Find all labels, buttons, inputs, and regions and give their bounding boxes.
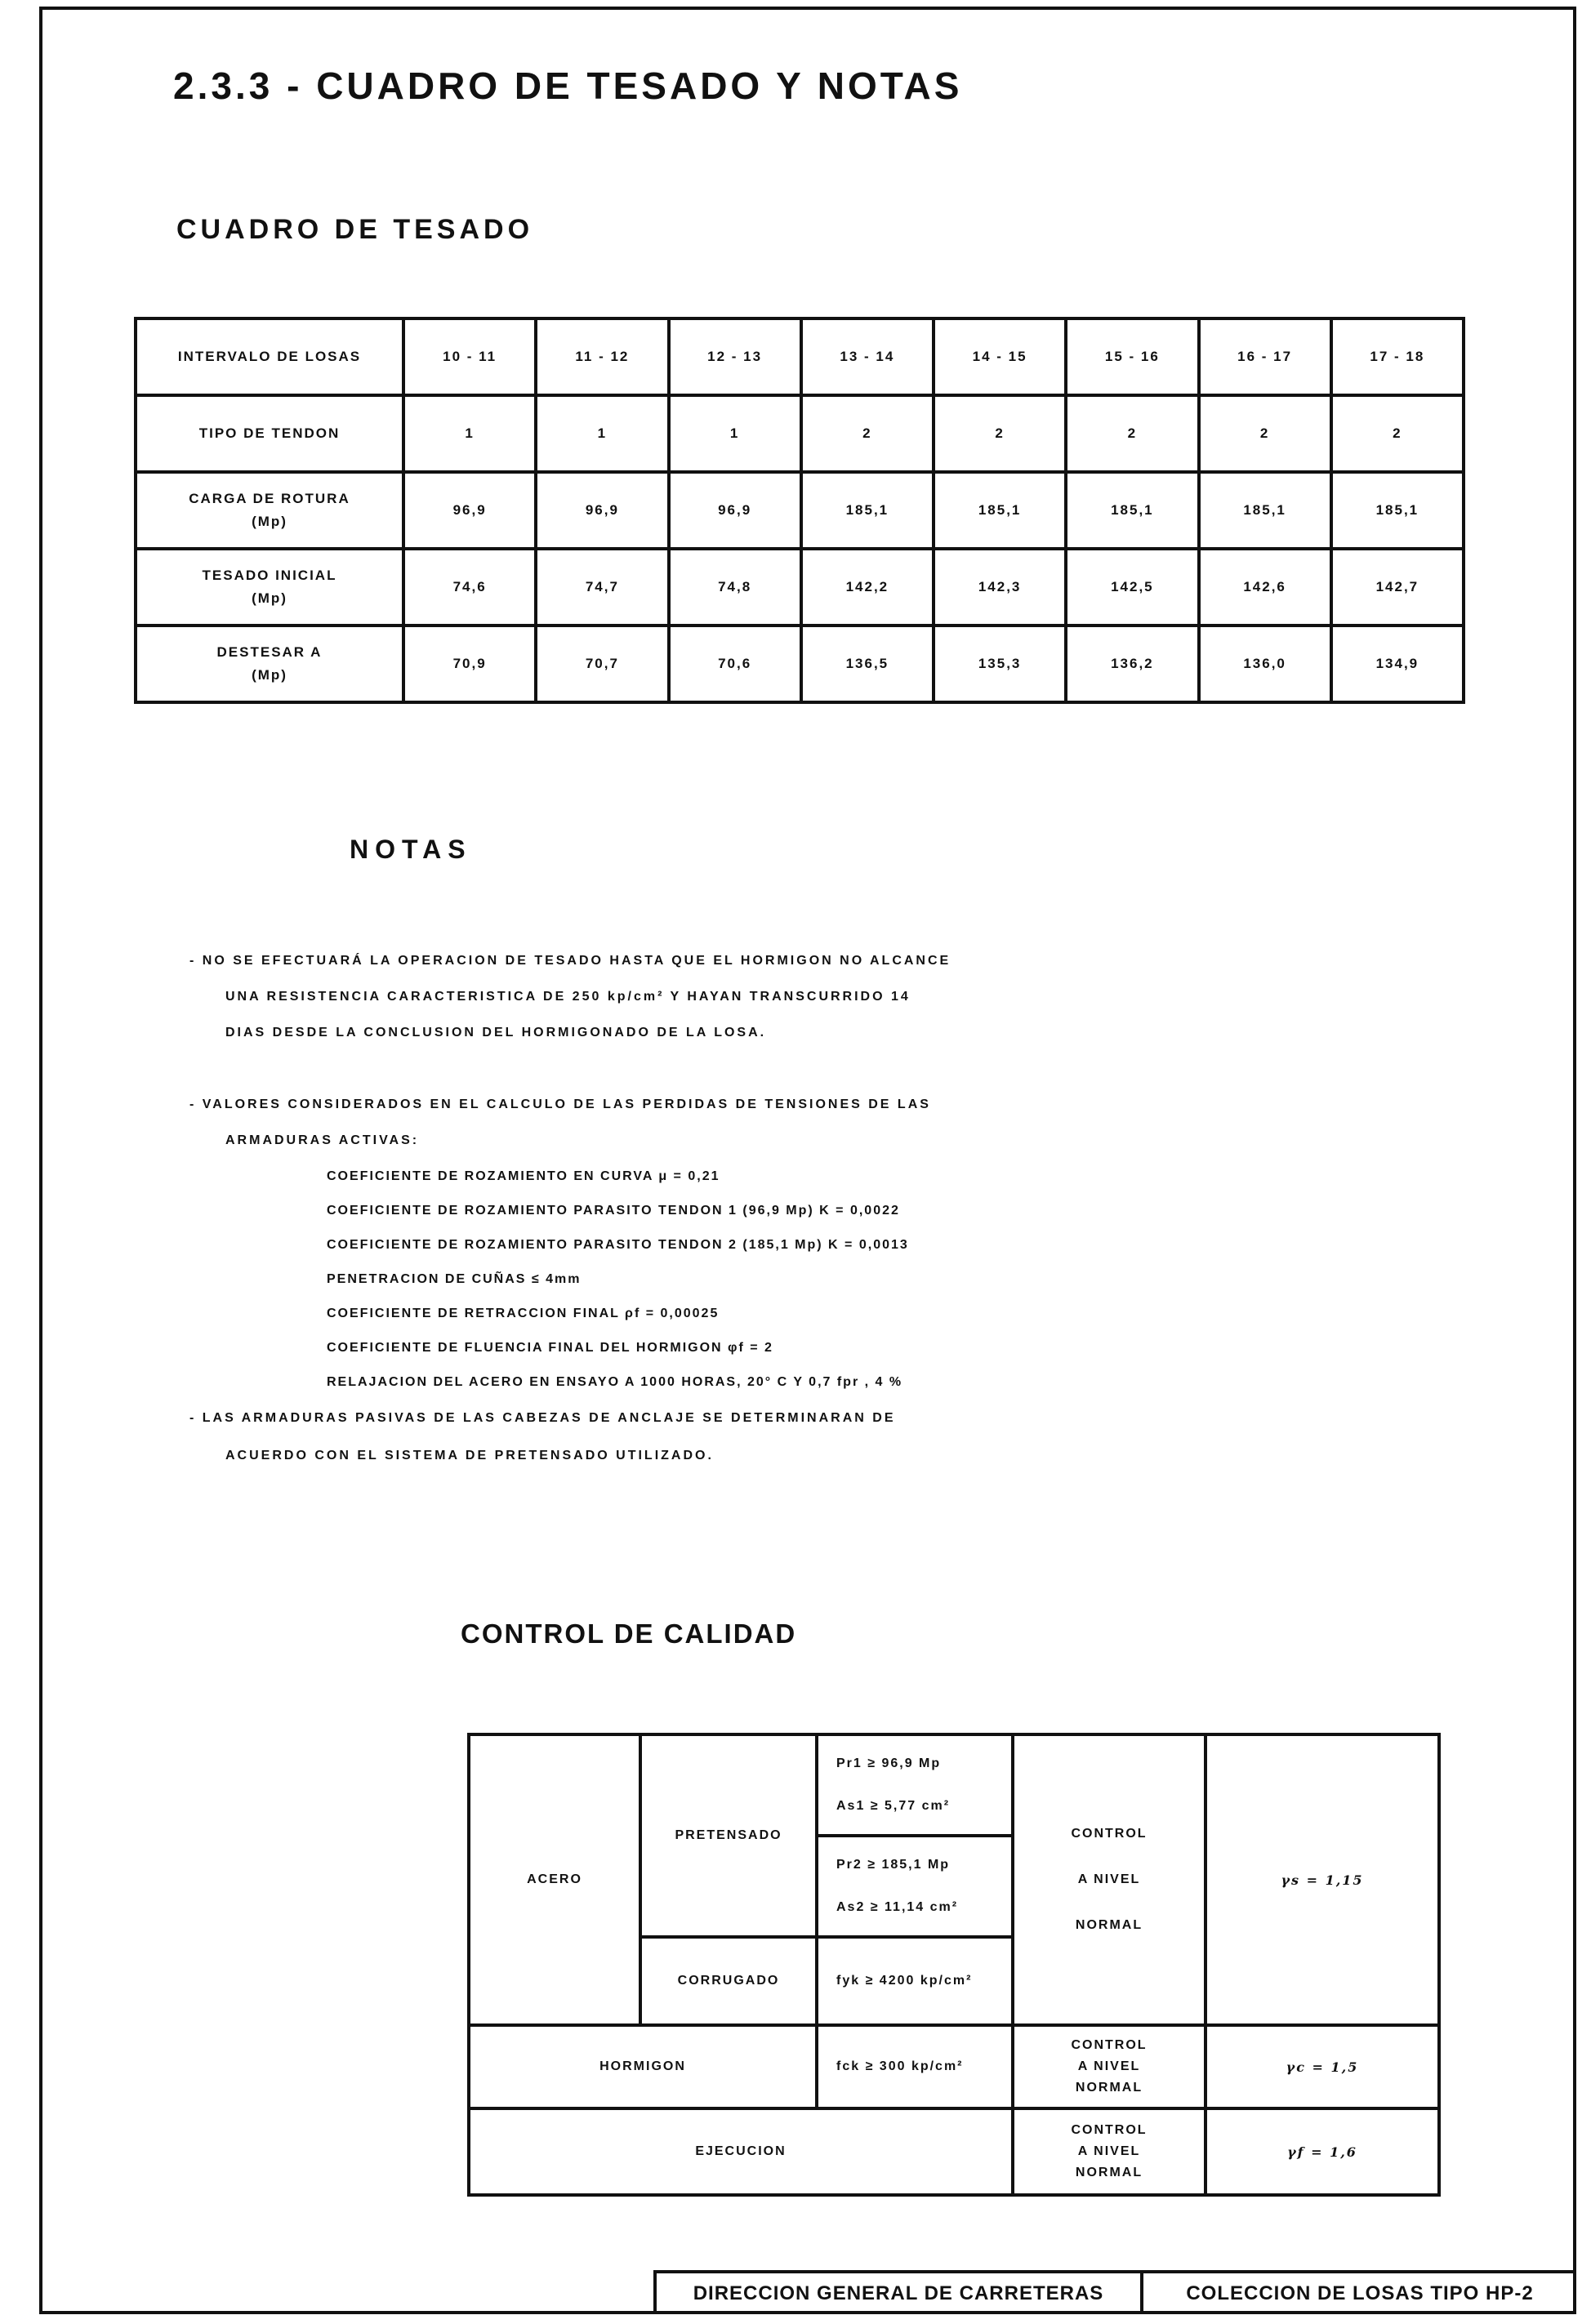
tesado-cell: 70,9	[403, 626, 536, 702]
footer-publisher: DIRECCION GENERAL DE CARRETERAS	[653, 2270, 1143, 2314]
tesado-cell: 2	[1199, 395, 1331, 472]
control-acero-line: A NIVEL	[1077, 1872, 1141, 1886]
note-2-item: COEFICIENTE DE RETRACCION FINAL ρf = 0,00025	[327, 1307, 720, 1320]
tesado-cell: 74,6	[403, 549, 536, 626]
control-calidad-table	[467, 1733, 1441, 2197]
control-ejec-line: CONTROL	[1071, 2123, 1148, 2137]
tesado-cell: 1	[669, 395, 801, 472]
tesado-row-label	[136, 472, 403, 549]
tesado-cell: 185,1	[1199, 472, 1331, 549]
pr2-value: Pr2 ≥ 185,1 Mp	[836, 1858, 951, 1872]
note-2-item: COEFICIENTE DE ROZAMIENTO EN CURVA μ = 0,21	[327, 1169, 720, 1183]
control-acero-line: NORMAL	[1075, 1918, 1143, 1932]
ejecucion-label: EJECUCION	[469, 2108, 1013, 2195]
corrugado-label: CORRUGADO	[640, 1937, 817, 2025]
acero-label: ACERO	[469, 1734, 640, 2025]
note-2-item: COEFICIENTE DE ROZAMIENTO PARASITO TENDON 2 (185,1 Mp) K = 0,0013	[327, 1238, 909, 1252]
tesado-row	[136, 472, 1464, 549]
control-ejecucion	[1013, 2108, 1206, 2195]
tesado-row-label-line: TESADO INICIAL	[202, 568, 337, 583]
pretensado-values-2	[817, 1836, 1013, 1937]
tesado-row-label-line: INTERVALO DE LOSAS	[177, 349, 362, 364]
as2-value: As2 ≥ 11,14 cm²	[836, 1900, 959, 1914]
tesado-cell: 2	[1066, 395, 1198, 472]
tesado-cell: 136,5	[801, 626, 934, 702]
note-2-line-2: ARMADURAS ACTIVAS:	[225, 1133, 420, 1147]
as1-value: As1 ≥ 5,77 cm²	[836, 1799, 951, 1813]
page-title: 2.3.3 - CUADRO DE TESADO Y NOTAS	[173, 65, 963, 107]
tesado-cell: 142,3	[934, 549, 1066, 626]
tesado-cell: 142,5	[1066, 549, 1198, 626]
tesado-cell: 11 - 12	[536, 318, 668, 395]
control-horm-line: A NIVEL	[1077, 2059, 1141, 2073]
tesado-row	[136, 549, 1464, 626]
tesado-cell: 1	[536, 395, 668, 472]
tesado-cell: 96,9	[536, 472, 668, 549]
control-hormigon	[1013, 2025, 1206, 2108]
hormigon-value: fck ≥ 300 kp/cm²	[817, 2025, 1013, 2108]
control-acero-line: CONTROL	[1071, 1827, 1148, 1841]
tesado-cell: 185,1	[1331, 472, 1464, 549]
note-1-line-1: - NO SE EFECTUARÁ LA OPERACION DE TESADO HASTA QUE EL HORMIGON NO ALCANCE	[189, 954, 951, 968]
tesado-cell: 70,7	[536, 626, 668, 702]
tesado-row	[136, 395, 1464, 472]
control-horm-line: NORMAL	[1075, 2081, 1143, 2095]
tesado-row	[136, 626, 1464, 702]
tesado-cell: 136,2	[1066, 626, 1198, 702]
tesado-cell: 70,6	[669, 626, 801, 702]
tesado-cell: 17 - 18	[1331, 318, 1464, 395]
note-2-item: COEFICIENTE DE FLUENCIA FINAL DEL HORMIGON φf = 2	[327, 1341, 773, 1355]
tesado-cell: 185,1	[801, 472, 934, 549]
tesado-row-label-line: (Mp)	[252, 590, 287, 606]
tesado-cell: 185,1	[934, 472, 1066, 549]
tesado-cell: 185,1	[1066, 472, 1198, 549]
tesado-cell: 74,7	[536, 549, 668, 626]
tesado-row-label-line: DESTESAR A	[216, 644, 323, 660]
tesado-table	[134, 317, 1465, 704]
tesado-cell: 2	[934, 395, 1066, 472]
control-ejec-line: A NIVEL	[1077, 2144, 1141, 2158]
section-title-cuadro: CUADRO DE TESADO	[176, 214, 534, 245]
note-2-item: COEFICIENTE DE ROZAMIENTO PARASITO TENDON 1 (96,9 Mp) K = 0,0022	[327, 1204, 900, 1218]
tesado-cell: 13 - 14	[801, 318, 934, 395]
tesado-row-label	[136, 626, 403, 702]
note-1-line-2: UNA RESISTENCIA CARACTERISTICA DE 250 kp/cm² Y HAYAN TRANSCURRIDO 14	[225, 990, 911, 1004]
tesado-cell: 16 - 17	[1199, 318, 1331, 395]
tesado-cell: 74,8	[669, 549, 801, 626]
tesado-cell: 14 - 15	[934, 318, 1066, 395]
note-2-line-1: - VALORES CONSIDERADOS EN EL CALCULO DE LAS PERDIDAS DE TENSIONES DE LAS	[189, 1097, 931, 1111]
tesado-cell: 142,6	[1199, 549, 1331, 626]
tesado-cell: 2	[801, 395, 934, 472]
tesado-cell: 142,2	[801, 549, 934, 626]
note-2-item: RELAJACION DEL ACERO EN ENSAYO A 1000 HORAS, 20° C Y 0,7 fpr , 4 %	[327, 1375, 903, 1389]
tesado-cell: 2	[1331, 395, 1464, 472]
notas-heading: NOTAS	[350, 835, 472, 864]
tesado-row-label-line: TIPO DE TENDON	[198, 425, 341, 441]
note-3-line-2: ACUERDO CON EL SISTEMA DE PRETENSADO UTILIZADO.	[225, 1449, 714, 1463]
note-2-item: PENETRACION DE CUÑAS ≤ 4mm	[327, 1272, 582, 1286]
control-calidad-heading: CONTROL DE CALIDAD	[461, 1618, 797, 1649]
control-ejec-line: NORMAL	[1075, 2166, 1143, 2179]
tesado-row-label-line: (Mp)	[252, 514, 287, 529]
tesado-row-label	[136, 318, 403, 395]
tesado-row-label	[136, 549, 403, 626]
tesado-cell: 134,9	[1331, 626, 1464, 702]
tesado-cell: 135,3	[934, 626, 1066, 702]
control-horm-line: CONTROL	[1071, 2038, 1148, 2052]
tesado-cell: 15 - 16	[1066, 318, 1198, 395]
gamma-ejecucion: γf = 1,6	[1206, 2108, 1439, 2195]
tesado-cell: 1	[403, 395, 536, 472]
note-1-line-3: DIAS DESDE LA CONCLUSION DEL HORMIGONADO DE LA LOSA.	[225, 1026, 767, 1040]
tesado-cell: 96,9	[403, 472, 536, 549]
corrugado-value: fyk ≥ 4200 kp/cm²	[817, 1937, 1013, 2025]
gamma-acero: γs = 1,15	[1206, 1734, 1439, 2025]
tesado-row	[136, 318, 1464, 395]
pr1-value: Pr1 ≥ 96,9 Mp	[836, 1756, 942, 1770]
tesado-row-label-line: (Mp)	[252, 667, 287, 683]
tesado-cell: 96,9	[669, 472, 801, 549]
pretensado-label: PRETENSADO	[640, 1734, 817, 1937]
tesado-row-label	[136, 395, 403, 472]
hormigon-label: HORMIGON	[469, 2025, 817, 2108]
tesado-cell: 136,0	[1199, 626, 1331, 702]
pretensado-values-1	[817, 1734, 1013, 1836]
tesado-cell: 12 - 13	[669, 318, 801, 395]
tesado-cell: 142,7	[1331, 549, 1464, 626]
tesado-cell: 10 - 11	[403, 318, 536, 395]
gamma-hormigon: γc = 1,5	[1206, 2025, 1439, 2108]
note-3-line-1: - LAS ARMADURAS PASIVAS DE LAS CABEZAS DE ANCLAJE SE DETERMINARAN DE	[189, 1411, 896, 1425]
tesado-row-label-line: CARGA DE ROTURA	[189, 491, 350, 506]
footer-collection: COLECCION DE LOSAS TIPO HP-2	[1140, 2270, 1576, 2314]
control-acero	[1013, 1734, 1206, 2025]
